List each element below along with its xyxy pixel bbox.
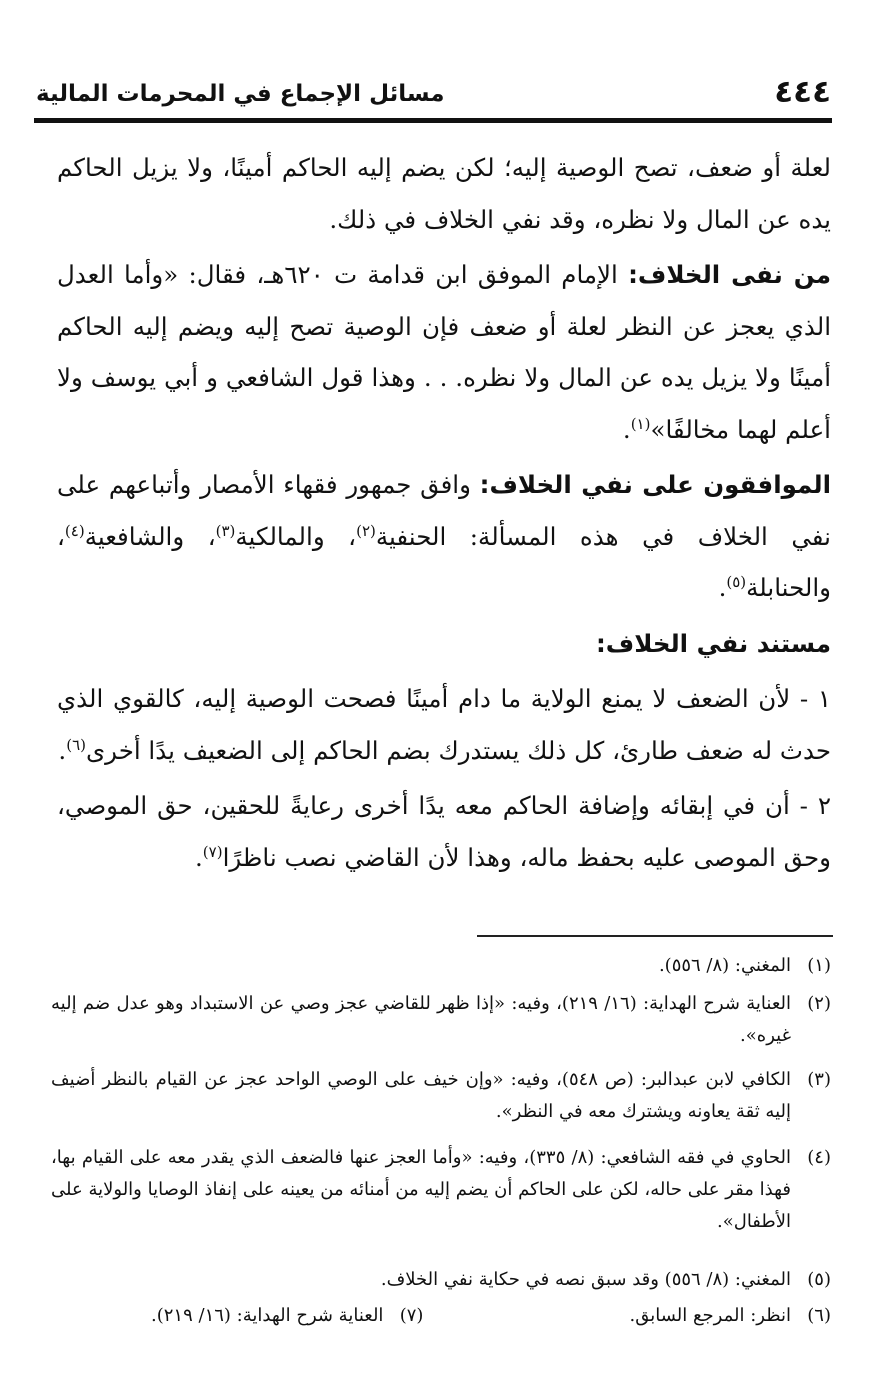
footnote-ref-1: (١) bbox=[630, 414, 651, 433]
paragraph-basis-heading bbox=[57, 618, 831, 670]
footnote-6-text: انظر: المرجع السابق. bbox=[629, 1305, 791, 1326]
page-number: ٤٤٤ bbox=[774, 74, 831, 110]
footnote-7 bbox=[51, 1300, 423, 1332]
footnote-1 bbox=[51, 950, 831, 982]
footnote-4 bbox=[51, 1142, 831, 1238]
label-basis: مستند نفي الخلاف: bbox=[595, 628, 831, 658]
footnote-ref-6: (٦) bbox=[66, 735, 86, 754]
footnote-7-text: العناية شرح الهداية: (١٦/ ٢١٩). bbox=[151, 1305, 384, 1326]
paragraph-who-denied-dispute: من نفى الخلاف: الإمام الموفق ابن قدامة ت ٦٢٠هـ، فقال: «وأما العدل الذي يعجز عن النظر لعلة أو ضعف فإن الوصية تصح إليه ويضم إليه الحاكم أمينًا ولا يزيل يده عن المال ولا نظره. . . وهذا قول الشافعي و أبي يوسف ولا أعلم لهما مخالفًا»$^{(١)}$. bbox=[57, 260, 831, 444]
paragraph-agreeing-scholars: الموافقون على نفي الخلاف: وافق جمهور فقهاء الأمصار وأتباعهم على نفي الخلاف في هذه المسألة: الحنفية$^{(٢)}$، والمالكية$^{(٣)}$، والشافعية$^{(٤)}$، والحنابلة$^{(٥)}$. bbox=[57, 470, 831, 602]
header-rule bbox=[34, 118, 832, 123]
paragraph-3-text-b: ، والمالكية bbox=[235, 521, 357, 551]
reason-2-text: ٢ - أن في إبقائه وإضافة الحاكم معه يدًا أخرى رعايةً للحقين، حق الموصي، وحق الموصى عليه بحفظ ماله، وهذا لأن القاضي نصب ناظرًا bbox=[57, 791, 831, 872]
label-who-denied-dispute: من نفى الخلاف: bbox=[628, 260, 831, 289]
running-title: مسائل الإجماع في المحرمات المالية bbox=[36, 81, 445, 107]
footnote-1-text: المغني: (٨/ ٥٥٦). bbox=[658, 955, 791, 976]
footnote-ref-2: (٢) bbox=[356, 521, 376, 540]
footnotes-6-7-row bbox=[51, 1300, 831, 1332]
footnote-1-number: (١) bbox=[807, 955, 831, 976]
footnote-5-text: المغني: (٨/ ٥٥٦) وقد سبق نصه في حكاية نفي الخلاف. bbox=[380, 1269, 791, 1290]
footnote-5-number: (٥) bbox=[807, 1269, 831, 1290]
footnote-separator bbox=[477, 935, 833, 937]
footnote-ref-3: (٣) bbox=[215, 521, 236, 540]
footnote-ref-5: (٥) bbox=[726, 572, 747, 591]
footnote-6-number: (٦) bbox=[807, 1305, 831, 1326]
footnote-3-text: الكافي لابن عبدالبر: (ص ٥٤٨)، وفيه: «وإن خيف على الوصي الواحد عجز عن القيام بالنظر أضيف إليه ثقة يعاونه ويشترك معه في النظر». bbox=[51, 1069, 791, 1122]
footnote-3-number: (٣) bbox=[807, 1069, 831, 1090]
footnote-ref-4: (٤) bbox=[64, 521, 85, 540]
label-agreeing-scholars: الموافقون على نفي الخلاف: bbox=[479, 470, 831, 499]
paragraph-3-text-c: ، والشافعية bbox=[84, 521, 216, 551]
footnote-2-text: العناية شرح الهداية: (١٦/ ٢١٩)، وفيه: «إذا ظهر للقاضي عجز وصي عن الاستبداد وهو عدل ضم إليه غيره». bbox=[51, 993, 791, 1046]
running-header bbox=[36, 72, 831, 112]
main-text bbox=[57, 142, 831, 883]
paragraph-3-text-d: ، والحنابلة bbox=[57, 521, 831, 602]
footnote-4-text: الحاوي في فقه الشافعي: (٨/ ٣٣٥)، وفيه: «وأما العجز عنها فالضعف الذي يقدر معه على القيام بها، فهذا مقر على حاله، لكن على الحاكم أن يضم إليه من أمنائه من يعينه على إنفاذ الوصايا والولاية على الأطفال». bbox=[51, 1147, 791, 1232]
paragraph-2-text: الإمام الموفق ابن قدامة ت ٦٢٠هـ، فقال: «وأما العدل الذي يعجز عن النظر لعلة أو ضعف فإن الوصية تصح إليه ويضم إليه الحاكم أمينًا ولا يزيل يده عن المال ولا نظره. . . وهذا قول الشافعي و أبي يوسف ولا أعلم لهما مخالفًا» bbox=[57, 260, 831, 444]
footnote-5 bbox=[51, 1264, 831, 1296]
paragraph-1: لعلة أو ضعف، تصح الوصية إليه؛ لكن يضم إليه الحاكم أمينًا، ولا يزيل الحاكم يده عن المال ولا نظره، وقد نفي الخلاف في ذلك. bbox=[57, 153, 831, 234]
footnote-3 bbox=[51, 1064, 831, 1128]
reason-1-text: ١ - لأن الضعف لا يمنع الولاية ما دام أمينًا فصحت الوصية إليه، كالقوي الذي حدث له ضعف طارئ، كل ذلك يستدرك بضم الحاكم إلى الضعيف يدًا أخرى bbox=[57, 684, 831, 765]
footnote-2-number: (٢) bbox=[807, 993, 831, 1014]
paragraph-reason-1: ١ - لأن الضعف لا يمنع الولاية ما دام أمينًا فصحت الوصية إليه، كالقوي الذي حدث له ضعف طارئ، كل ذلك يستدرك بضم الحاكم إلى الضعيف يدًا أخرى$^{(٦)}$. bbox=[57, 684, 831, 765]
footnote-6 bbox=[629, 1300, 831, 1332]
paragraph-reason-2: ٢ - أن في إبقائه وإضافة الحاكم معه يدًا أخرى رعايةً للحقين، حق الموصي، وحق الموصى عليه بحفظ ماله، وهذا لأن القاضي نصب ناظرًا$^{(٧)}$. bbox=[57, 791, 831, 872]
footnote-ref-7: (٧) bbox=[202, 842, 223, 861]
footnote-4-number: (٤) bbox=[807, 1147, 831, 1168]
footnote-7-number: (٧) bbox=[399, 1305, 424, 1326]
paragraph-3-text-a: وافق جمهور فقهاء الأمصار وأتباعهم على نفي الخلاف في هذه المسألة: الحنفية bbox=[57, 470, 831, 551]
footnote-2 bbox=[51, 988, 831, 1052]
